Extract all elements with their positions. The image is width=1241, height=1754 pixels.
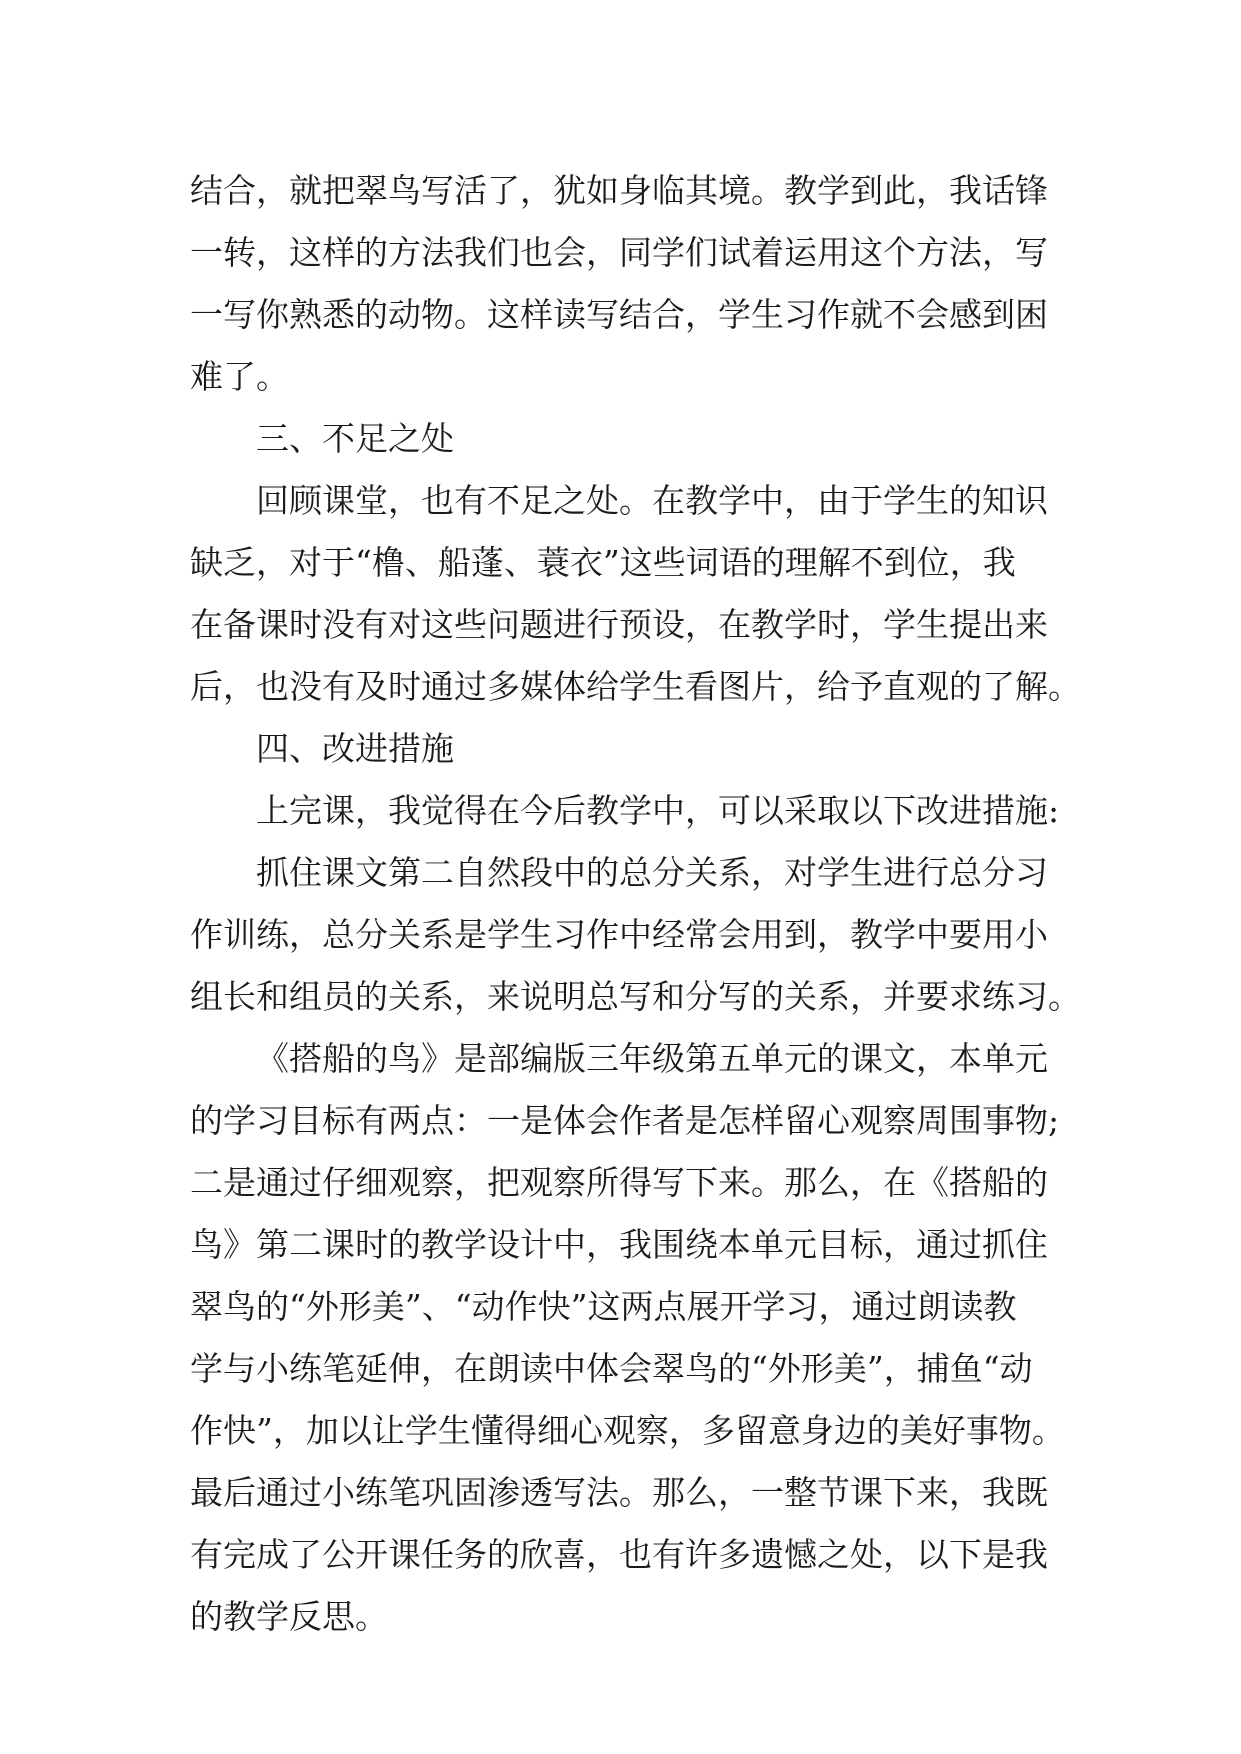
text-line: 一写你熟悉的动物。这样读写结合，学生习作就不会感到困 [190,295,1048,334]
text-line: 上完课，我觉得在今后教学中，可以采取以下改进措施: [256,791,1060,830]
text-line: 《搭船的鸟》是部编版三年级第五单元的课文，本单元 [256,1039,1048,1078]
section-heading: 三、不足之处 [256,419,454,458]
text-line: 学与小练笔延伸，在朗读中体会翠鸟的“外形美”，捕鱼“动 [190,1349,1033,1388]
text-line: 作快”，加以让学生懂得细心观察，多留意身边的美好事物。 [190,1411,1065,1450]
text-line: 翠鸟的“外形美”、“动作快”这两点展开学习，通过朗读教 [190,1287,1017,1326]
text-line: 缺乏，对于“橹、船蓬、蓑衣”这些词语的理解不到位，我 [190,543,1016,582]
text-line: 一转，这样的方法我们也会，同学们试着运用这个方法，写 [190,233,1048,272]
text-line: 最后通过小练笔巩固渗透写法。那么，一整节课下来，我既 [190,1473,1048,1512]
text-line: 的教学反思。 [190,1597,388,1636]
text-line: 有完成了公开课任务的欣喜，也有许多遗憾之处，以下是我 [190,1535,1048,1574]
section-heading: 四、改进措施 [256,729,454,768]
text-line: 作训练，总分关系是学生习作中经常会用到，教学中要用小 [190,915,1048,954]
text-line: 难了。 [190,357,289,396]
text-line: 组长和组员的关系，来说明总写和分写的关系，并要求练习。 [190,977,1081,1016]
text-line: 二是通过仔细观察，把观察所得写下来。那么，在《搭船的 [190,1163,1048,1202]
text-line: 结合，就把翠鸟写活了，犹如身临其境。教学到此，我话锋 [190,171,1048,210]
text-line: 回顾课堂，也有不足之处。在教学中，由于学生的知识 [256,481,1048,520]
text-line: 后，也没有及时通过多媒体给学生看图片，给予直观的了解。 [190,667,1081,706]
text-line: 的学习目标有两点：一是体会作者是怎样留心观察周围事物; [190,1101,1060,1140]
document-body [190,160,1081,1648]
text-line: 鸟》第二课时的教学设计中，我围绕本单元目标，通过抓住 [190,1225,1048,1264]
text-line: 抓住课文第二自然段中的总分关系，对学生进行总分习 [256,853,1048,892]
text-line: 在备课时没有对这些问题进行预设，在教学时，学生提出来 [190,605,1048,644]
